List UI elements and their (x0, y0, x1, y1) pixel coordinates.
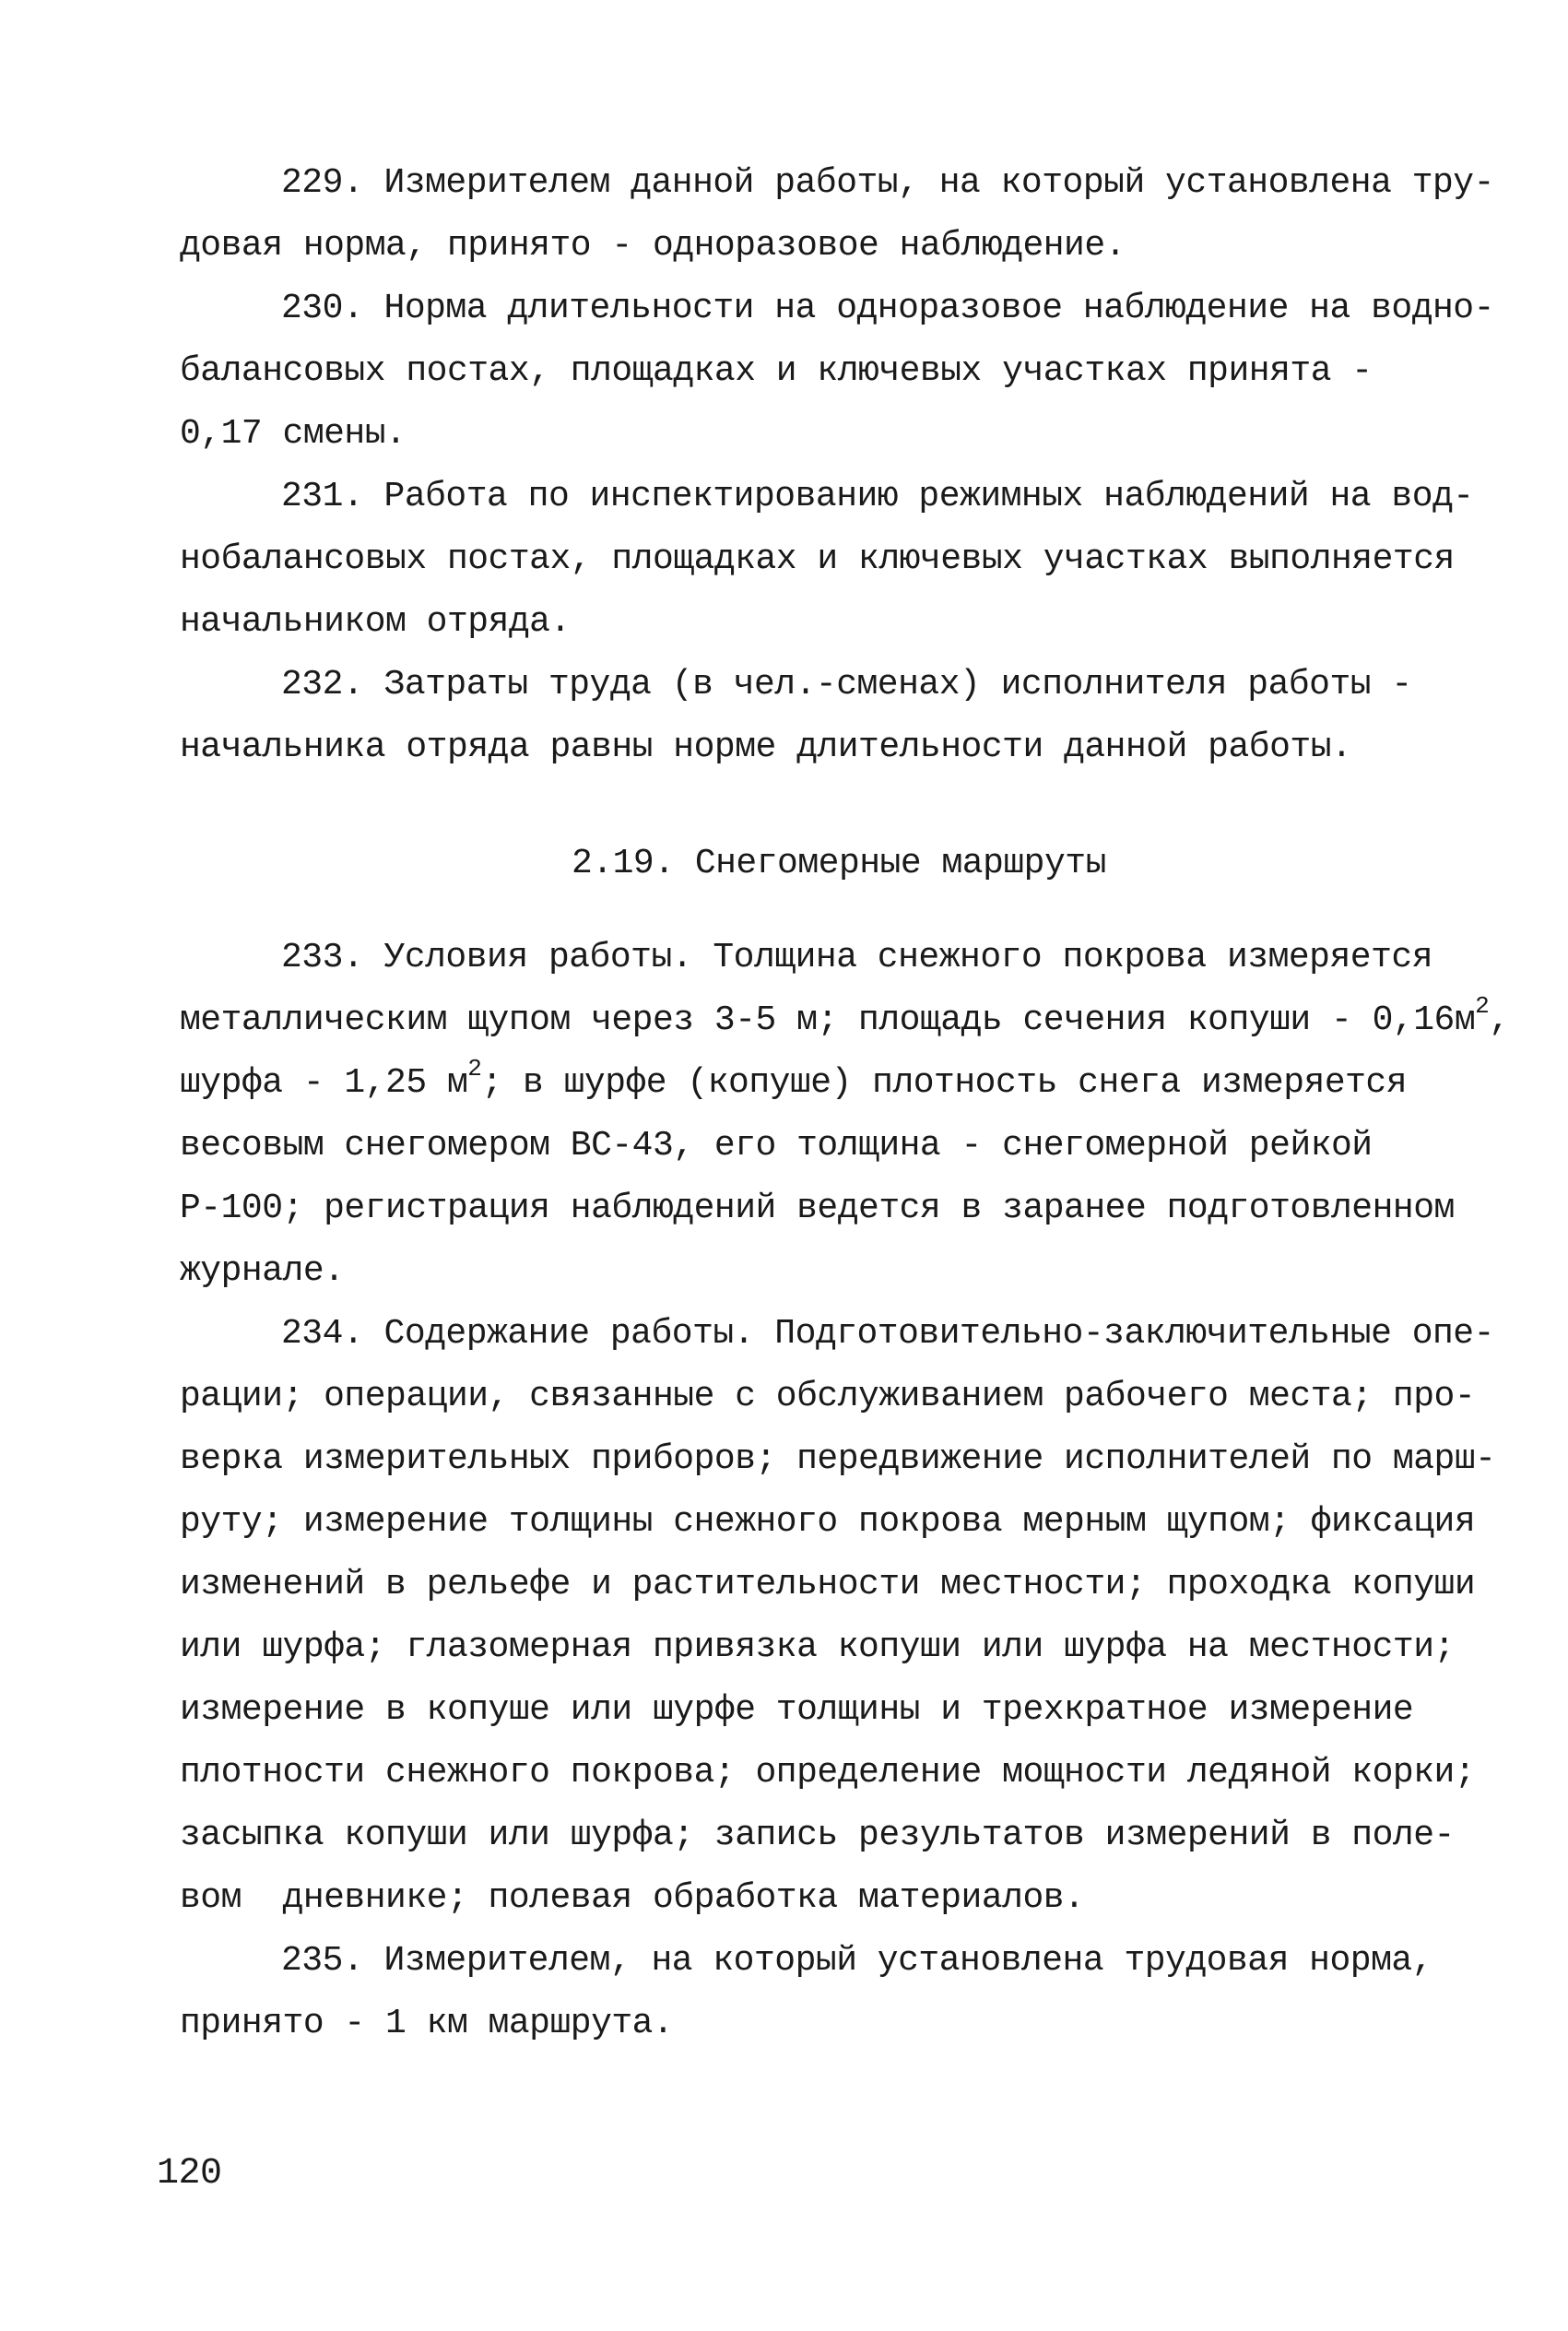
paragraph-231-line-3: начальником отряда. (180, 602, 571, 642)
paragraph-234-line-1: 234. Содержание работы. Подготовительно-заключительные опе- (281, 1314, 1494, 1354)
paragraph-234-line-2: рации; операции, связанные с обслуживанием рабочего места; про- (180, 1377, 1476, 1416)
paragraph-234-line-5: изменений в рельефе и растительности местности; проходка копуши (180, 1565, 1476, 1604)
paragraph-230-line-3: 0,17 смены. (180, 414, 407, 454)
paragraph-229-line-2: довая норма, принято - одноразовое наблюдение. (180, 226, 1126, 266)
paragraph-235-line-1: 235. Измерителем, на который установлена трудовая норма, (281, 1941, 1433, 1981)
paragraph-234-line-3: верка измерительных приборов; передвижение исполнителей по марш- (180, 1439, 1496, 1479)
paragraph-234-line-4: руту; измерение толщины снежного покрова мерным щупом; фиксация (180, 1502, 1476, 1542)
paragraph-233-line-3-end: ; в шурфе (копуше) плотность снега измеряется (481, 1063, 1408, 1103)
superscript-square: 2 (1475, 992, 1490, 1020)
paragraph-234-line-7: измерение в копуше или шурфе толщины и трехкратное измерение (180, 1690, 1414, 1730)
paragraph-233-line-2 (180, 992, 1510, 1040)
paragraph-232-line-2: начальника отряда равны норме длительности данной работы. (180, 728, 1352, 767)
paragraph-233-line-2-end: , (1489, 1000, 1510, 1040)
paragraph-232-line-1: 232. Затраты труда (в чел.-сменах) исполнителя работы - (281, 665, 1412, 704)
section-heading: 2.19. Снегомерные маршруты (572, 844, 1106, 883)
paragraph-235-line-2: принято - 1 км маршрута. (180, 2004, 674, 2043)
page-number: 120 (157, 2153, 222, 2195)
paragraph-231-line-1: 231. Работа по инспектированию режимных наблюдений на вод- (281, 477, 1474, 516)
paragraph-229-line-1: 229. Измерителем данной работы, на который установлена тру- (281, 163, 1494, 203)
paragraph-233-line-4: весовым снегомером ВС-43, его толщина - снегомерной рейкой (180, 1126, 1373, 1166)
paragraph-233-line-5: Р-100; регистрация наблюдений ведется в заранее подготовленном (180, 1189, 1455, 1228)
paragraph-230-line-1: 230. Норма длительности на одноразовое наблюдение на водно- (281, 289, 1494, 328)
paragraph-233-line-3 (180, 1055, 1408, 1103)
paragraph-233-line-3-text: шурфа - 1,25 м (180, 1063, 468, 1103)
paragraph-233-line-2-text: металлическим щупом через 3-5 м; площадь сечения копуши - 0,16м (180, 1000, 1476, 1040)
superscript-square: 2 (467, 1055, 482, 1083)
paragraph-230-line-2: балансовых постах, площадках и ключевых участках принята - (180, 351, 1373, 391)
paragraph-234-line-8: плотности снежного покрова; определение мощности ледяной корки; (180, 1753, 1476, 1793)
paragraph-234-line-9: засыпка копуши или шурфа; запись результатов измерений в поле- (180, 1816, 1455, 1855)
paragraph-233-line-6: журнале. (180, 1251, 345, 1291)
paragraph-234-line-6: или шурфа; глазомерная привязка копуши или шурфа на местности; (180, 1627, 1455, 1667)
paragraph-234-line-10: вом дневнике; полевая обработка материалов. (180, 1878, 1085, 1918)
paragraph-233-line-1: 233. Условия работы. Толщина снежного покрова измеряется (281, 938, 1433, 977)
paragraph-231-line-2: нобалансовых постах, площадках и ключевых участках выполняется (180, 539, 1455, 579)
